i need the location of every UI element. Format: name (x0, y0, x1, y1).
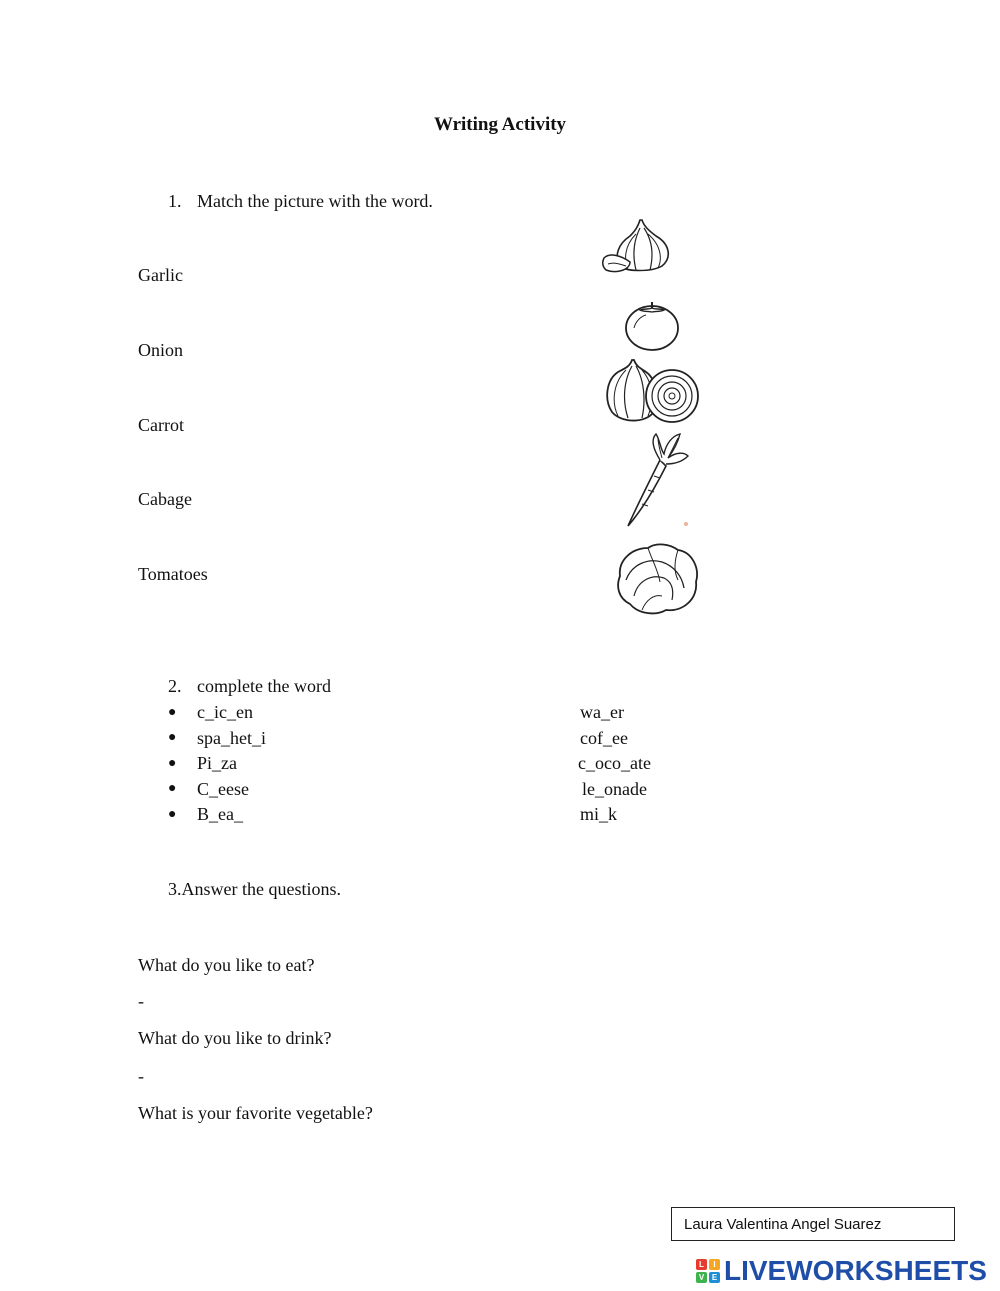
section2-instruction: complete the word (197, 676, 331, 696)
section1-instruction: Match the picture with the word. (197, 191, 433, 211)
fill-word-left-4[interactable]: C_eese (197, 779, 249, 799)
fill-word-left-2[interactable]: spa_het_i (197, 728, 266, 748)
word-onion[interactable]: Onion (138, 340, 183, 360)
fill-word-right-2[interactable]: cof_ee (580, 728, 628, 748)
section1-number: 1. (168, 191, 182, 211)
section3-heading: 3.Answer the questions. (168, 879, 341, 899)
logo-blocks-icon: L I V E (696, 1259, 720, 1283)
word-garlic[interactable]: Garlic (138, 265, 183, 285)
carrot-icon[interactable] (620, 430, 692, 530)
onion-icon[interactable] (602, 356, 702, 428)
section2-number: 2. (168, 676, 182, 696)
tomato-icon[interactable] (622, 298, 682, 354)
word-cabage[interactable]: Cabage (138, 489, 192, 509)
question-drink: What do you like to drink? (138, 1028, 332, 1048)
logo-text: LIVEWORKSHEETS (724, 1255, 987, 1286)
answer-drink[interactable]: - (138, 1066, 144, 1086)
bullet-icon: ● (168, 756, 177, 771)
bullet-icon: ● (168, 705, 177, 720)
bullet-icon: ● (168, 807, 177, 822)
fill-word-right-5[interactable]: mi_k (580, 804, 618, 824)
liveworksheets-logo (696, 1254, 987, 1288)
word-carrot[interactable]: Carrot (138, 415, 184, 435)
fill-word-left-1[interactable]: c_ic_en (197, 702, 253, 722)
cabbage-icon[interactable] (612, 540, 702, 616)
bullet-icon: ● (168, 781, 177, 796)
bullet-icon: ● (168, 730, 177, 745)
question-eat: What do you like to eat? (138, 955, 315, 975)
page-title: Writing Activity (433, 114, 567, 135)
student-name-field[interactable]: Laura Valentina Angel Suarez (671, 1207, 955, 1241)
question-vegetable: What is your favorite vegetable? (138, 1103, 373, 1123)
fill-word-right-1[interactable]: wa_er (580, 702, 624, 722)
fill-word-left-3[interactable]: Pi_za (197, 753, 237, 773)
fill-word-right-4[interactable]: le_onade (582, 779, 647, 799)
word-tomatoes[interactable]: Tomatoes (138, 564, 208, 584)
garlic-icon[interactable] (600, 216, 680, 276)
fill-word-right-3[interactable]: c_oco_ate (578, 753, 651, 773)
answer-eat[interactable]: - (138, 991, 144, 1011)
fill-word-left-5[interactable]: B_ea_ (197, 804, 243, 824)
